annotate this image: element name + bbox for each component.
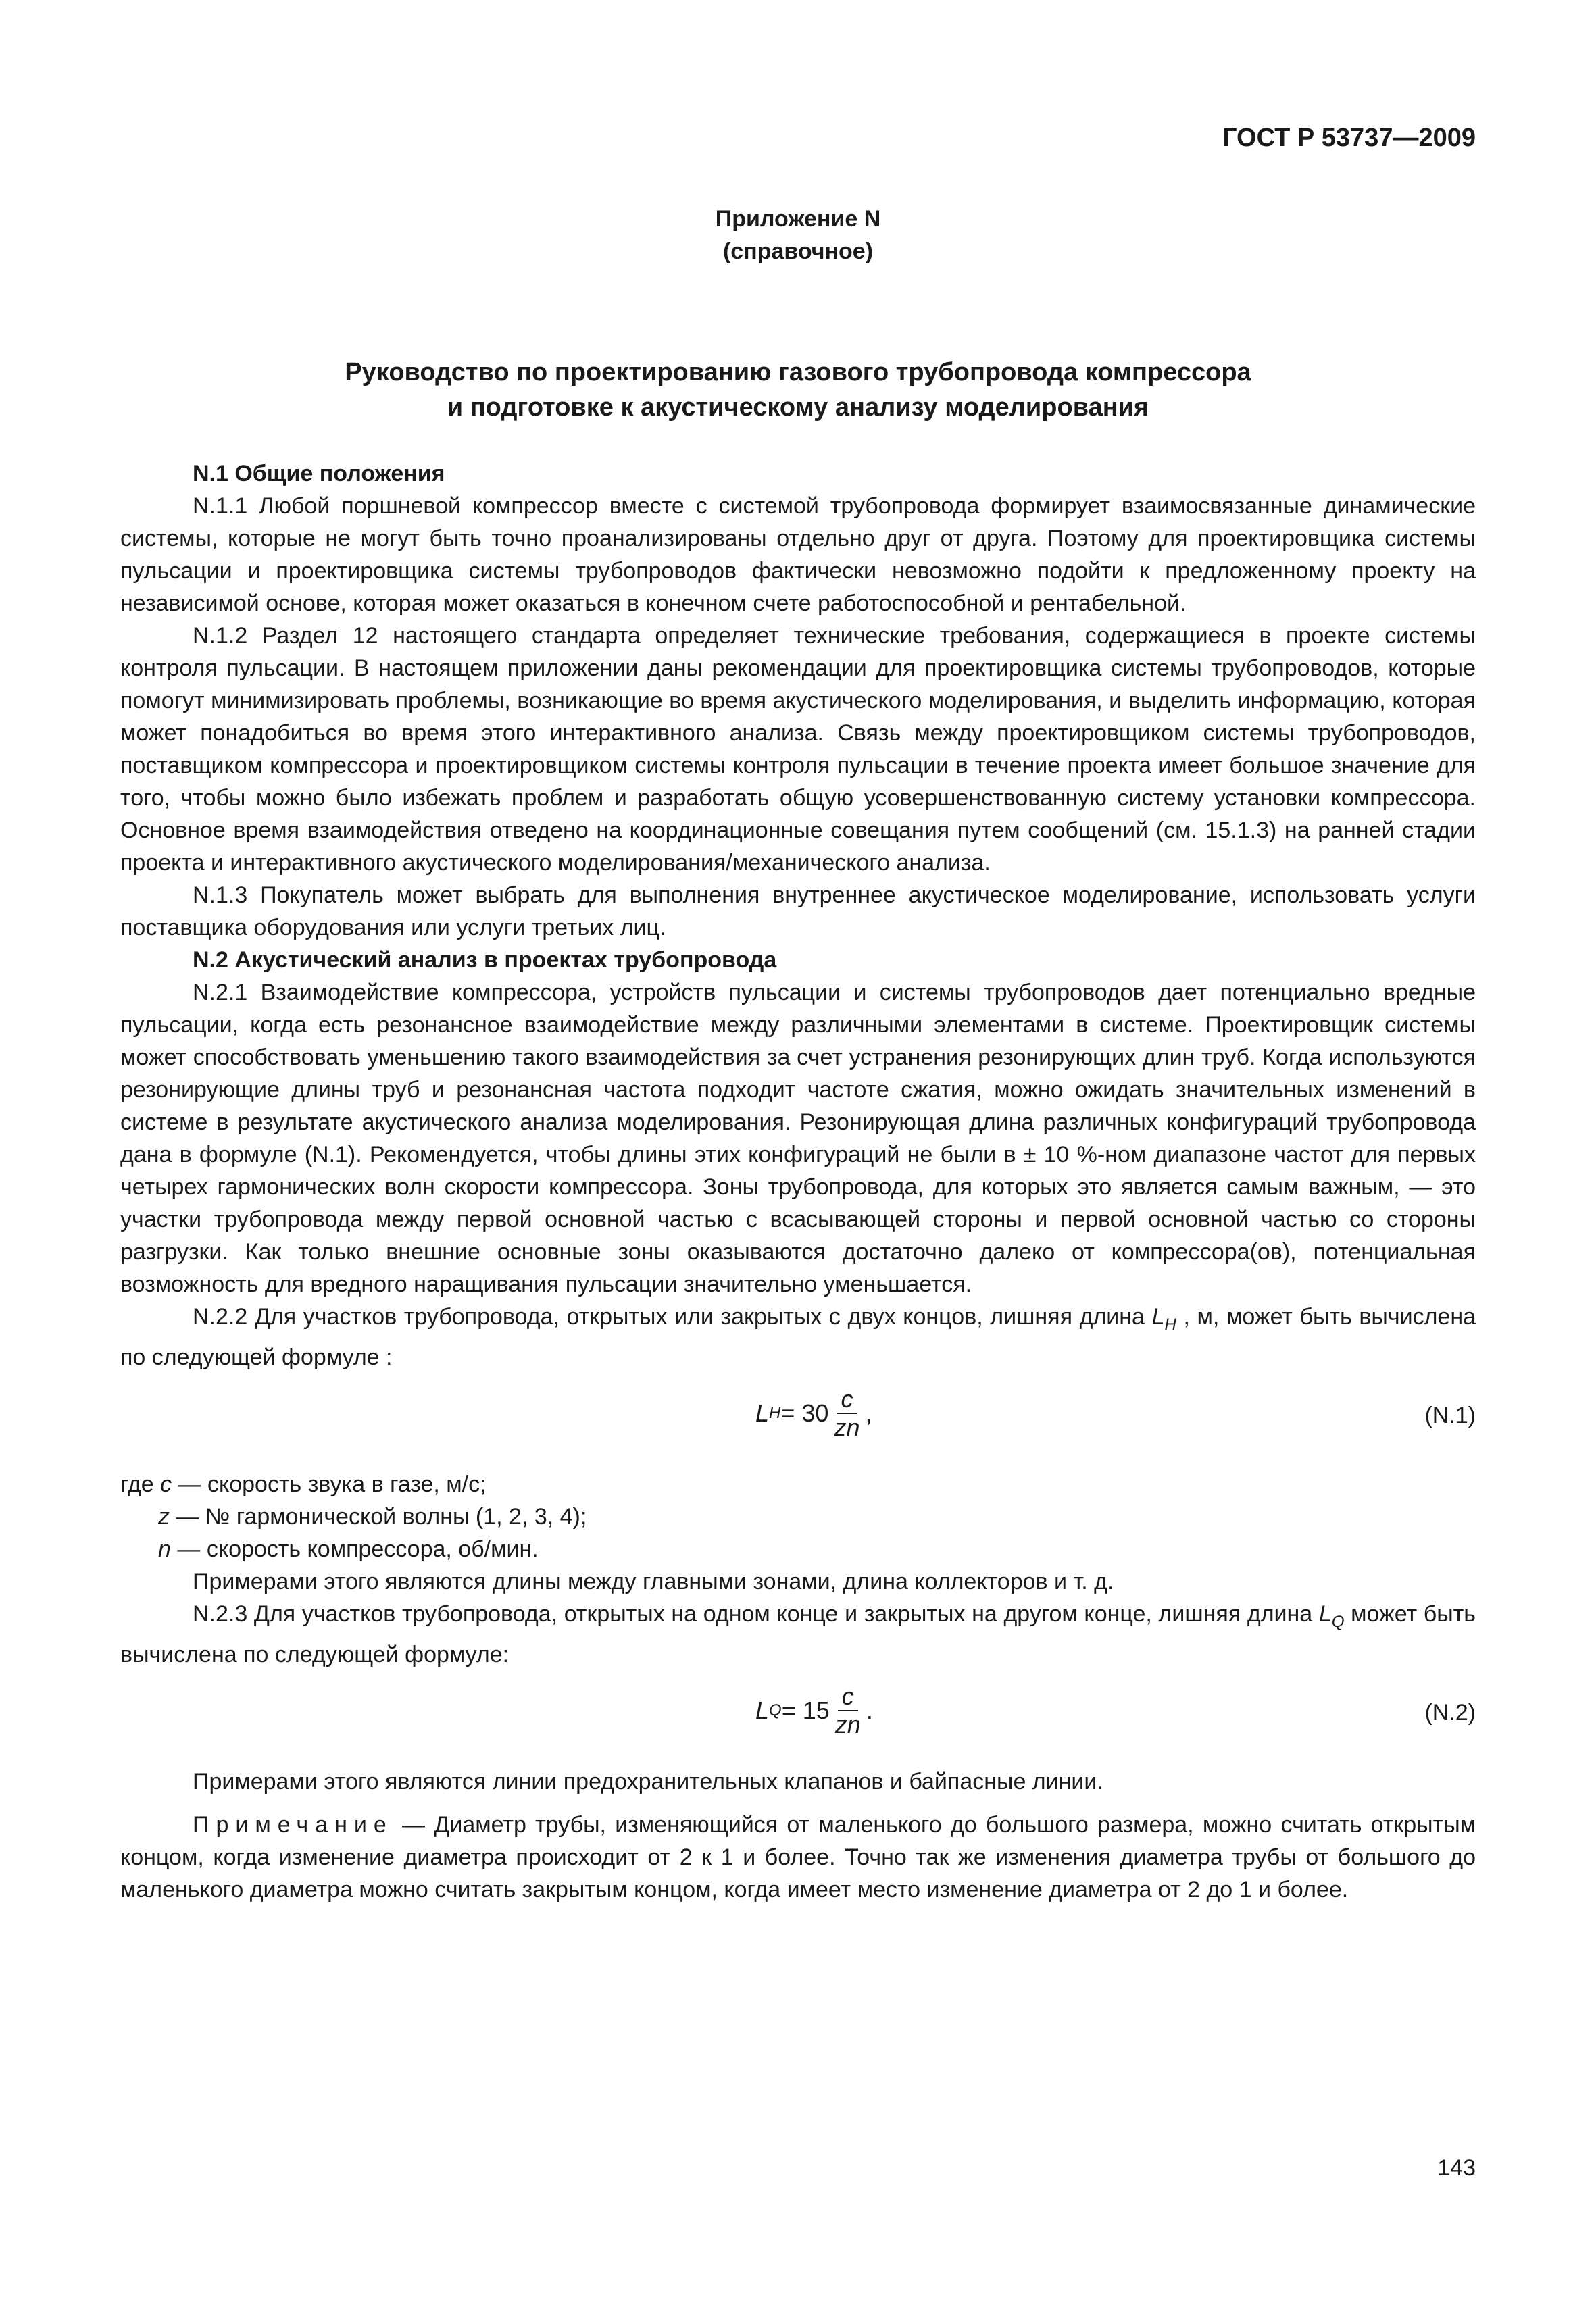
appendix-title: Приложение N: [715, 206, 881, 232]
paragraph-n1-1: N.1.1 Любой поршневой компрессор вместе с системой трубопровода формирует взаимосвязанные динамические системы, которые не могут быть точно проанализированы отдельно друг от друга. Поэтому для проектировщика системы пульсации и проектировщика системы трубопроводов фактически невозможно подойти к предложенному проекту на независимой основе, которая может оказаться в конечном счете работоспособной и рентабельной.: [120, 493, 1476, 616]
section-heading-n1: N.1 Общие положения: [193, 461, 445, 486]
example-text-1: Примерами этого являются длины между главными зонами, длина коллекторов и т. д.: [193, 1568, 1114, 1594]
title-line-2: и подготовке к акустическому анализу моделирования: [447, 393, 1149, 422]
formula-number: (N.1): [1424, 1402, 1476, 1428]
appendix-heading: [0, 203, 1596, 268]
paragraph-n2-1: N.2.1 Взаимодействие компрессора, устройств пульсации и системы трубопроводов дает потенциально вредные пульсации, когда есть резонансное взаимодействие между различными элементами в системе. Проектировщик системы может способствовать уменьшению такого взаимодействия за счет устранения резонирующих длин труб. Когда используются резонирующие длины труб и резонансная частота подходит частоте сжатия, можно ожидать значительных изменений в системе в результате акустического анализа моделирования. Резонирующая длина различных конфигураций трубопровода дана в формуле (N.1). Рекомендуется, чтобы длины этих конфигураций не были в ± 10 %-ном диапазоне частот для первых четырех гармонических волн скорости компрессора. Зоны трубопровода, для которых это является самым важным, — это участки трубопровода между первой основной частью с всасывающей стороны и первой основной частью со стороны разгрузки. Как только внешние основные зоны оказываются достаточно далеко от компрессора(ов), потенциальная возможность для вредного наращивания пульсации значительно уменьшается.: [120, 980, 1476, 1297]
formula-coef: = 30: [780, 1399, 829, 1427]
paragraph-n2-3: N.2.3 Для участков трубопровода, открытых на одном конце и закрытых на другом конце, лишняя длина $L_Q$ может быть вычислена по следующей формуле:: [120, 1601, 1476, 1667]
where-item-z: z — № гармонической волны (1, 2, 3, 4);: [158, 1503, 587, 1530]
note-text: — Диаметр трубы, изменяющийся от маленького до большого размера, можно считать открытым концом, когда изменение диаметра происходит от 2 к 1 и более. Точно так же изменения диаметра трубы от большого до маленького диаметра можно считать закрытым концом, когда имеет место изменение диаметра от 2 до 1 и более.: [120, 1811, 1476, 1903]
variable-l: L: [1151, 1304, 1165, 1330]
formula-n1: L H = 30 $\frac{c}{zn}$ , (N.1): [755, 1384, 1476, 1441]
formula-n2: L Q = 15 $\frac{c}{zn}$ . (N.2): [755, 1682, 1476, 1738]
page-number: 143: [1437, 2155, 1476, 2181]
paragraph-n2-2: N.2.2 Для участков трубопровода, открытых или закрытых с двух концов, лишняя длина $L_H$ , м, может быть вычислена по следующей формуле :: [120, 1304, 1476, 1370]
formula-fraction: $\frac{c}{zn}$: [834, 1682, 861, 1738]
appendix-kind: (справочное): [722, 238, 874, 264]
standard-code: ГОСТ Р 53737—2009: [1222, 124, 1476, 152]
note: [120, 1809, 1476, 1906]
document-body: [120, 457, 1476, 1906]
document-title: [0, 355, 1596, 425]
formula-coef: = 15: [781, 1696, 830, 1724]
formula-lhs: L: [755, 1696, 770, 1724]
paragraph-n1-3: N.1.3 Покупатель может выбрать для выполнения внутреннее акустическое моделирование, использовать услуги поставщика оборудования или услуги третьих лиц.: [120, 882, 1476, 940]
title-line-1: Руководство по проектированию газового трубопровода компрессора: [345, 358, 1251, 386]
formula-fraction: $\frac{c}{zn}$: [834, 1384, 860, 1441]
note-label: Примечание: [193, 1811, 393, 1838]
example-text-2: Примерами этого являются линии предохранительных клапанов и байпасные линии.: [193, 1768, 1103, 1794]
where-item-c: где c — скорость звука в газе, м/с;: [120, 1471, 487, 1497]
paragraph-n1-2: N.1.2 Раздел 12 настоящего стандарта определяет технические требования, содержащиеся в проекте системы контроля пульсации. В настоящем приложении даны рекомендации для проектировщика системы трубопроводов, которые помогут минимизировать проблемы, возникающие во время акустического моделирования, и выделить информацию, которая может понадобиться во время этого интерактивного анализа. Связь между проектировщиком системы трубопроводов, поставщиком компрессора и проектировщиком системы контроля пульсации в течение проекта имеет большое значение для того, чтобы можно было избежать проблем и разработать общую усовершенствованную систему установки компрессора. Основное время взаимодействия отведено на координационные совещания путем сообщений (см. 15.1.3) на ранней стадии проекта и интерактивного акустического моделирования/механического анализа.: [120, 623, 1476, 876]
formula-number: (N.2): [1424, 1699, 1476, 1726]
section-heading-n2: N.2 Акустический анализ в проектах трубопровода: [193, 947, 777, 973]
where-item-n: n — скорость компрессора, об/мин.: [158, 1536, 539, 1562]
formula-lhs: L: [755, 1399, 770, 1427]
